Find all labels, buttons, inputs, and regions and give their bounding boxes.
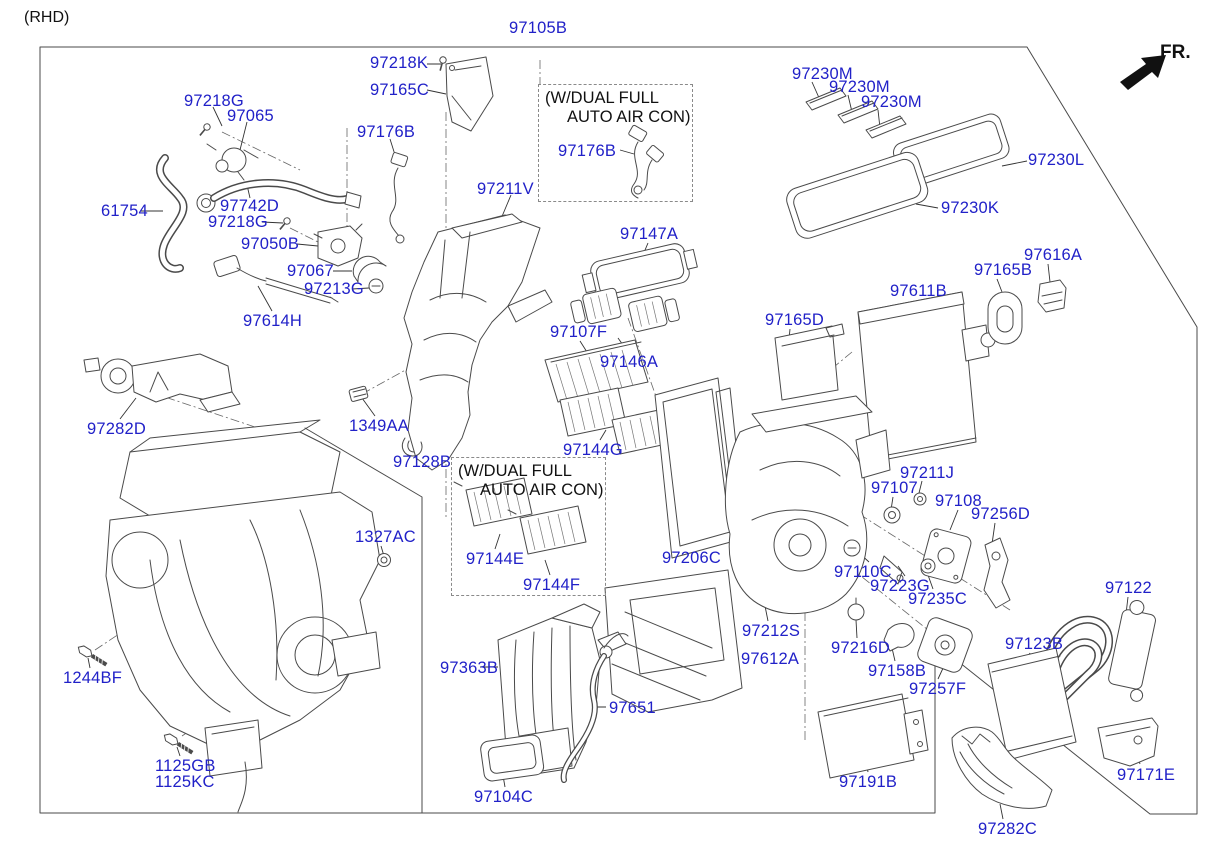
part-label-97230M[interactable]: 97230M xyxy=(829,78,890,96)
grommet-97165B xyxy=(988,292,1022,344)
part-label-97123B[interactable]: 97123B xyxy=(1005,635,1064,653)
part-label-97050B[interactable]: 97050B xyxy=(241,235,300,253)
part-label-97616A[interactable]: 97616A xyxy=(1024,246,1083,264)
part-label-97122[interactable]: 97122 xyxy=(1105,579,1152,597)
panel-97165D xyxy=(775,324,844,400)
part-label-1125GB[interactable]: 1125GB xyxy=(155,757,216,775)
part-label-97108[interactable]: 97108 xyxy=(935,492,982,510)
part-label-97614H[interactable]: 97614H xyxy=(243,312,302,330)
grommet-97213G xyxy=(369,279,383,293)
heater-hose-61754 xyxy=(160,158,184,269)
part-label-97230L[interactable]: 97230L xyxy=(1028,151,1085,169)
note-line-2: AUTO AIR CON) xyxy=(567,107,691,126)
part-label-97218K[interactable]: 97218K xyxy=(370,54,429,72)
part-label-97211V[interactable]: 97211V xyxy=(477,180,534,198)
part-label-97651[interactable]: 97651 xyxy=(609,699,656,717)
part-label-97216D[interactable]: 97216D xyxy=(831,639,890,657)
part-label-97144E[interactable]: 97144E xyxy=(466,550,525,568)
part-label-61754[interactable]: 61754 xyxy=(101,202,148,220)
part-label-97218G[interactable]: 97218G xyxy=(184,92,244,110)
part-label-97105B[interactable]: 97105B xyxy=(509,19,568,37)
blower-unit-assembly xyxy=(106,420,380,812)
clip-1349AA xyxy=(349,386,369,402)
fr-direction-label: FR. xyxy=(1160,42,1191,63)
seal-97104C xyxy=(480,734,545,782)
part-label-97176B[interactable]: 97176B xyxy=(558,142,617,160)
part-label-97067[interactable]: 97067 xyxy=(287,262,334,280)
part-label-97230K[interactable]: 97230K xyxy=(941,199,1000,217)
part-label-97218G[interactable]: 97218G xyxy=(208,213,268,231)
wiring-97176B-left xyxy=(390,152,408,243)
part-label-97363B[interactable]: 97363B xyxy=(440,659,499,677)
part-label-97104C[interactable]: 97104C xyxy=(474,788,533,806)
part-label-97206C[interactable]: 97206C xyxy=(662,549,721,567)
part-label-97128B[interactable]: 97128B xyxy=(393,453,452,471)
part-label-97282D[interactable]: 97282D xyxy=(87,420,146,438)
lever-97067 xyxy=(353,256,386,282)
part-label-97065[interactable]: 97065 xyxy=(227,107,274,125)
part-label-97612A[interactable]: 97612A xyxy=(741,650,800,668)
mode-actuator-97050B xyxy=(314,224,362,266)
clip-97616A xyxy=(1038,280,1066,312)
part-label-97165C[interactable]: 97165C xyxy=(370,81,429,99)
part-label-97144F[interactable]: 97144F xyxy=(523,576,581,594)
note-line-1: (W/DUAL FULL xyxy=(458,462,572,480)
part-label-97230M[interactable]: 97230M xyxy=(792,65,853,83)
part-label-1349AA[interactable]: 1349AA xyxy=(349,417,409,435)
part-label-97147A[interactable]: 97147A xyxy=(620,225,679,243)
part-label-1327AC[interactable]: 1327AC xyxy=(355,528,416,546)
part-label-97235C[interactable]: 97235C xyxy=(908,590,967,608)
part-label-97742D[interactable]: 97742D xyxy=(220,197,279,215)
part-label-97158B[interactable]: 97158B xyxy=(868,662,927,680)
note-line-1: (W/DUAL FULL xyxy=(545,89,659,107)
part-label-97176B[interactable]: 97176B xyxy=(357,123,416,141)
rhd-marker: (RHD) xyxy=(24,9,70,26)
part-label-97191B[interactable]: 97191B xyxy=(839,773,898,791)
heater-valve-97065 xyxy=(207,144,258,180)
part-label-97282C[interactable]: 97282C xyxy=(978,820,1037,838)
note-line-2: AUTO AIR CON) xyxy=(480,480,604,499)
part-label-97107[interactable]: 97107 xyxy=(871,479,918,497)
aux-heater-97122 xyxy=(1105,598,1162,703)
part-label-97213G[interactable]: 97213G xyxy=(304,280,364,298)
upper-case-97211V xyxy=(404,214,552,470)
part-label-97256D[interactable]: 97256D xyxy=(971,505,1030,523)
part-label-97257F[interactable]: 97257F xyxy=(909,680,967,698)
part-label-97223G[interactable]: 97223G xyxy=(870,577,930,595)
gasket-97230K xyxy=(784,149,931,241)
part-label-1244BF[interactable]: 1244BF xyxy=(63,669,122,687)
part-label-97611B[interactable]: 97611B xyxy=(890,282,947,300)
nut-1327AC xyxy=(378,554,391,567)
part-label-1125KC[interactable]: 1125KC xyxy=(155,773,215,791)
heater-97191B xyxy=(818,694,928,778)
bracket-97171E xyxy=(1098,718,1158,766)
part-label-97230M[interactable]: 97230M xyxy=(861,93,922,111)
part-label-97165B[interactable]: 97165B xyxy=(974,261,1033,279)
lower-case-97612A xyxy=(605,570,742,712)
part-label-97146A[interactable]: 97146A xyxy=(600,353,659,371)
part-label-97171E[interactable]: 97171E xyxy=(1117,766,1176,784)
part-label-97212S[interactable]: 97212S xyxy=(742,622,801,640)
part-label-97110C[interactable]: 97110C xyxy=(834,563,892,581)
part-label-97165D[interactable]: 97165D xyxy=(765,311,824,329)
part-label-97107F[interactable]: 97107F xyxy=(550,323,608,341)
actuator-97282D xyxy=(84,354,240,412)
part-label-97144G[interactable]: 97144G xyxy=(563,441,623,459)
part-label-97211J[interactable]: 97211J xyxy=(900,464,955,482)
bracket-97165C xyxy=(446,57,493,131)
